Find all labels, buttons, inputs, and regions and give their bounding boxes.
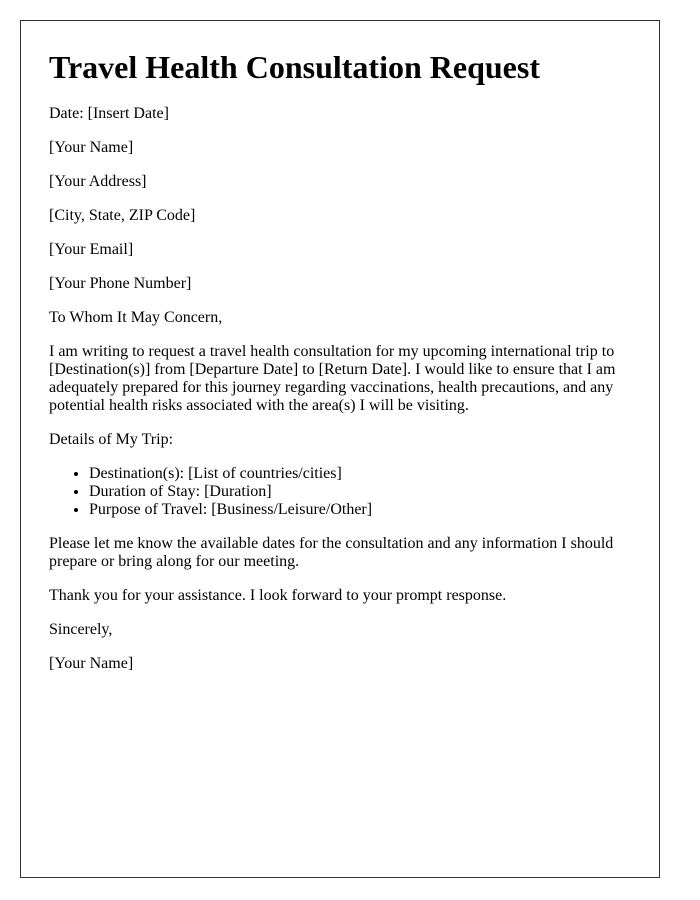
signature: [Your Name] bbox=[49, 655, 134, 672]
sender-name: [Your Name] bbox=[49, 139, 134, 156]
trip-detail-destination: • Destination(s): [List of countries/cities] bbox=[89, 465, 631, 483]
request-paragraph: Please let me know the available dates for the consultation and any information I should prepare or bring along for our meeting. bbox=[49, 535, 614, 570]
thanks-paragraph: Thank you for your assistance. I look forward to your prompt response. bbox=[49, 587, 507, 604]
closing: Sincerely, bbox=[49, 621, 113, 638]
letter-title: Travel Health Consultation Request bbox=[49, 49, 540, 85]
trip-detail-purpose: • Purpose of Travel: [Business/Leisure/Other] bbox=[89, 501, 631, 519]
sender-city-state-zip: [City, State, ZIP Code] bbox=[49, 207, 196, 224]
trip-details-list bbox=[49, 465, 631, 519]
sender-phone: [Your Phone Number] bbox=[49, 275, 192, 292]
trip-detail-duration: • Duration of Stay: [Duration] bbox=[89, 483, 631, 501]
salutation: To Whom It May Concern, bbox=[49, 309, 223, 326]
date-line: Date: [Insert Date] bbox=[49, 105, 169, 122]
letter-page bbox=[20, 20, 660, 878]
intro-paragraph: I am writing to request a travel health consultation for my upcoming international trip to [Destination(s)] from [Departure Date] to [Return Date]. I would like to ensure that I am adequately prepared for this journey regarding vaccinations, health precautions, and any potential health risks associated with the area(s) I will be visiting. bbox=[49, 343, 616, 414]
details-heading: Details of My Trip: bbox=[49, 431, 174, 448]
sender-email: [Your Email] bbox=[49, 241, 134, 258]
sender-address: [Your Address] bbox=[49, 173, 147, 190]
